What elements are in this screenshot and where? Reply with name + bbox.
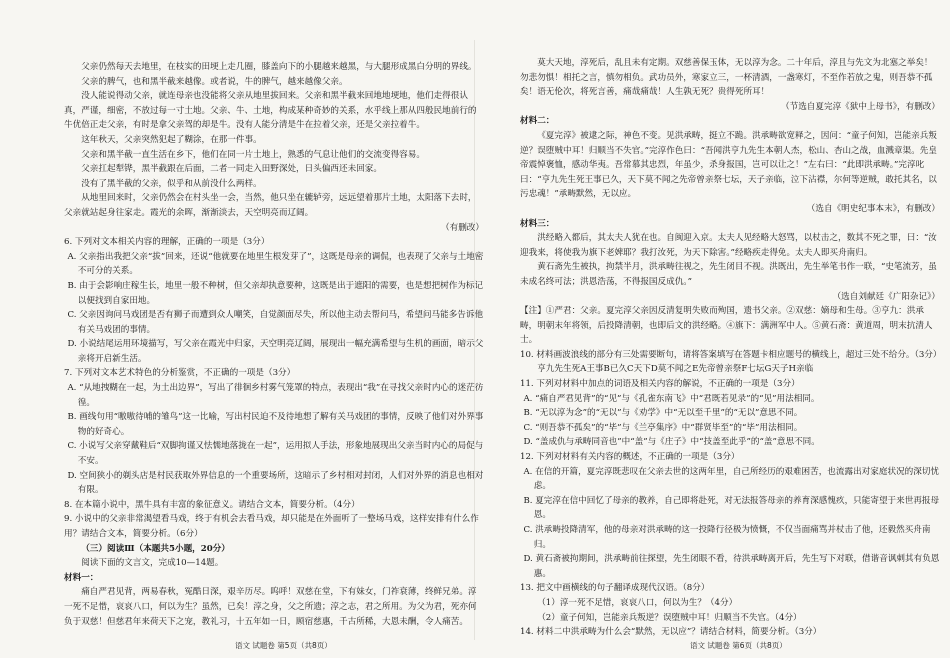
left-column xyxy=(64,60,484,629)
q7-option-d: D. 空间狭小的剃头店是村民获取外界信息的一个重要场所，这暗示了乡村相对封闭，人们对外界的消息也相对有限。 xyxy=(67,470,484,496)
source-1: （节选自夏完淳《狱中上母书》，有删改） xyxy=(781,101,940,112)
q12-option-a: A. 在信的开篇，夏完淳既悲叹在父亲去世的这两年里，自己所经历的艰难困苦，也流露出对家庭状况的深切忧虑。 xyxy=(523,466,940,492)
q11-option-a: A. “痛自严君见背”的“见”与《孔雀东南飞》中“君既若见录”的“见”用法相同。 xyxy=(523,393,820,404)
q6-option-d: D. 小说结尾运用环境描写，写父亲在霞光中归家，天空明亮辽阔，展现出一幅充满希望与生机的画面，暗示父亲将开启新生活。 xyxy=(67,339,484,364)
material-2-heading: 材料二： xyxy=(520,116,555,127)
q13-item-2: （2）童子何知，岂能亲兵叛逆？误堕贼中耳！归顺当不失官。（4分） xyxy=(537,612,802,623)
annotation-note: 【注】①严君：父亲。夏完淳父亲因反清复明失败而殉国，遗书父亲。②双慈：嫡母和生母。③亨九：洪承畴，明朝末年将领，后投降清朝，也即后文的洪经略。④旗下：满洲军中人。⑤黄石斋：黄道周，明末抗清人士。 xyxy=(520,306,933,346)
material-3-text-2: 黄石斋先生被执，拘禁半月，洪承畴往视之，先生闭目不视。洪既出，先生举笔书作一联，“史笔流芳，虽未成名终可法；洪恩浩荡，不得报国反成仇。” xyxy=(520,262,937,287)
q11-option-b: B. “无以淳为念”的“无以”与《劝学》中“无以至千里”的“无以”意思不同。 xyxy=(523,408,803,419)
material-3-text: 洪经略入都后，其太夫人犹在也。自闽迎入京。太夫人见经略大怒骂，以杖击之，数其不死之罪，曰：“汝迎我来，将使我为旗下老婢耶？我打汝死，为天下除害。”经略疾走得免。太夫人即买舟南归。 xyxy=(520,233,937,258)
story-paragraph: 父亲和黑半截一直生活在乡下，他们在同一片土地上，熟悉的气息让他们的交流变得容易。 xyxy=(81,149,425,160)
page-footer-left: 语文 试题卷 第5页（共8页） xyxy=(235,641,332,650)
question-12: 12. 下列对材料有关内容的概述，不正确的一项是（3分） xyxy=(520,452,740,463)
q12-option-c: C. 洪承畴投降清军，他的母亲对洪承畴的这一投降行径极为愤慨，不仅当面痛骂并杖击了他，还毅然买舟南归。 xyxy=(523,525,931,550)
q7-option-a: A. “从地拽糊在一起，为土出边界”，写出了徘徊乡村雾气笼罩的特点，表现出“我”在寻找父亲时内心的迷茫彷徨。 xyxy=(67,383,484,408)
q12-option-d: D. 黄石斋被拘期间，洪承畴前往探望，先生闭眼不看，待洪承畴离开后，先生写下对联，借谐音讽刺其有负恩惠。 xyxy=(523,554,940,579)
question-9: 9. 小说中的父亲非常渴望看马戏，终于有机会去看马戏，却只能是在外面听了一整场马戏，这样安排有什么作用？请结合文本，简要分析。（6分） xyxy=(64,514,479,539)
page-footer-right: 语文 试题卷 第6页（共8页） xyxy=(690,641,787,650)
story-paragraph: 没有了黑半截的父亲，似乎和从前没什么两样。 xyxy=(81,178,262,189)
section-instruction: 阅读下面的文言文，完成10—14题。 xyxy=(81,558,224,569)
question-11: 11. 下列对材料中加点的词语及相关内容的解说，不正确的一项是（3分） xyxy=(520,379,800,390)
q10-segmentation-line: 亨九先生死A王事B已久C天下D莫不闻之E先帝曾亲祭F七坛G天子H亲临 xyxy=(537,364,814,375)
q12-option-b: B. 夏完淳在信中回忆了母亲的教养，自己即将赴死，对无法报答母亲的养育深感愧疚，只能寄望于来世再报母恩。 xyxy=(523,495,940,521)
source-note: （有删改） xyxy=(441,222,484,233)
q6-option-b: B. 由于会影响庄稼生长，地里一般不种树，但父亲却执意要种，这既是出于遮阳的需要，也是想把树作为标记以便找到自家田地。 xyxy=(67,280,484,306)
q6-option-a: A. 父亲指出我把父亲“拔”回来，还说“他就要在地里生根发芽了”，这既是母亲的调侃，也表现了父亲与土地密不可分的关系。 xyxy=(67,251,484,277)
question-14: 14. 材料二中洪承畴为什么会“默然，无以应”？请结合材料，简要分析。（3分） xyxy=(520,627,822,638)
question-7: 7. 下列对文本艺术特色的分析鉴赏，不正确的一项是（3分） xyxy=(64,368,296,379)
story-paragraph: 父亲扛起犁铧，黑半截跟在后面，二者一同走入田野深处，日头偏西还未回家。 xyxy=(81,164,382,175)
material-2-text: 《夏完淳》被逮之际，神色不变。见洪承畴，挺立不跪。洪承畴欲宽释之，因问：“童子何知，岂能亲兵叛逆？误堕贼中耳！归顺当不失官。”完淳作色曰：“吾闻洪亨九先生本朝人杰，松山、杏山之战，血溅章渠。先皇帝震悼褒恤，感动华夷。吾常慕其忠烈，年虽少，杀身报国，岂可以让之！”左右曰：“此即洪承畴。”完淳叱曰：“亨九先生死王事已久，天下莫不闻之先帝曾亲祭七坛，天子亲临，泣下沾襟，尔何等逆贼，敢托其名，以污忠魂！”承畴默然，无以应。 xyxy=(520,130,937,200)
q11-option-c: C. “则吾恭不孤矣”的“毕”与《兰亭集序》中“群贤毕至”的“毕”用法相同。 xyxy=(523,422,803,433)
q13-item-1: （1）淳一死不足惜，哀哀八口，何以为生？（4分） xyxy=(537,597,738,608)
question-10: 10. 材料画波浪线的部分有三处需要断句，请将答案填写在答题卡相应题号的横线上，超过三处不给分。（3分） xyxy=(520,349,942,360)
right-column xyxy=(520,56,940,640)
material-1-continued: 莫大天地，淳死后，乱且未有定期。双慈善保玉体，无以淳为念。二十年后，淳且与先文为北塞之举矣！勿悲勿惧！相托之言，慎勿相负。武功员外，寒家立三，一杯清酒，一盏寒灯，不至作若放之鬼，则吾恭不孤矣！语无伦次，将死言善，痛哉痛哉！人生孰无死？贵得死所耳！ xyxy=(520,58,933,98)
question-8: 8. 在本篇小说中，黑牛具有丰富的象征意义。请结合文本，简要分析。（4分） xyxy=(64,499,360,510)
section-heading: （三）阅读Ⅲ（本题共5小题，20分） xyxy=(81,543,230,554)
story-paragraph: 没人能说得动父亲，就连母亲也没能将父亲从地里拔回来。父亲和黑半截来回地地埂地，他们走得很认真，严谨，细密，不放过每一寸土地。父亲、牛、土地，构成某种奇妙的关系，水乎线上那从四般民地前行的牛优倍正走父亲，有时是拿父亲驾的却是牛。没有人能分清是牛在拉着父亲，还是父亲拉着牛。 xyxy=(64,91,477,131)
question-13: 13. 把文中画横线的句子翻译成现代汉语。（8分） xyxy=(520,583,710,594)
source-2: （选自《明史纪事本末》，有删改） xyxy=(806,203,940,214)
material-1-heading: 材料一： xyxy=(64,572,99,583)
q7-option-c: C. 小说写父亲穿戴鞋后“双脚拘谨又怯懦地落拢在一起”，运用拟人手法，形象地展现出父亲当时内心的局促与不安。 xyxy=(67,441,484,467)
q7-option-b: B. 画线句用“嗷嗷待哺的雏鸟”这一比喻，写出村民迫不及待地想了解有关马戏团的事情，反映了他们对外界事物的好奇心。 xyxy=(67,412,484,437)
story-paragraph: 父亲的脾气，也和黑半截来越像。或者说，牛的脾气，越来越像父亲。 xyxy=(81,76,348,87)
q11-option-d: D. “盖成仇与承畴同音也”中“盖”与《庄子》中“技盖至此乎”的“盖”意思不同。 xyxy=(523,437,820,448)
source-3: （选自刘献廷《广阳杂记》） xyxy=(832,291,940,302)
story-paragraph: 从地里回来时，父亲仍然会在村头坐一会，当然，他只坐在辘轳旁，远远望着那片土地，太阳落下去时，父亲就站起身往家走。霞光的余晖，渐渐淡去，天空明亮而辽阔。 xyxy=(64,193,477,218)
story-paragraph: 这年秋天，父亲突然犯起了糊涂，在那一件事。 xyxy=(81,134,262,145)
story-paragraph: 父亲仍然每天去地里，在枝实的田埂上走几圈，膝盖向下的小腿越来越黑，与大腿形成黑白分明的界线。 xyxy=(81,62,477,72)
question-6: 6. 下列对文本相关内容的理解，正确的一项是（3分） xyxy=(64,237,270,248)
material-3-heading: 材料三： xyxy=(520,218,555,229)
material-1-text: 痛自严君见背，两易春秋，冤酷日深，艰辛历尽。呜呼！双慈在堂，下有妹女，门祚衰薄，终鲜兄弟。淳一死不足惜，哀哀八口，何以为生？虽然，已矣！淳之身，父之所遗；淳之志，君之所用。为父为君，死亦何负于双慈！但慈君年来荷天下之宠，教礼习，十五年如一日，顾宿慈惠，千古所稀，大恩未酬，令人痛苦。 xyxy=(64,587,477,627)
q6-option-c: C. 父亲因询问马戏团是否有狮子而遭到众人嘲笑，自觉颜面尽失，所以他主动去帮问马，希望问马能多告诉他有关马戏团的事情。 xyxy=(67,310,484,335)
